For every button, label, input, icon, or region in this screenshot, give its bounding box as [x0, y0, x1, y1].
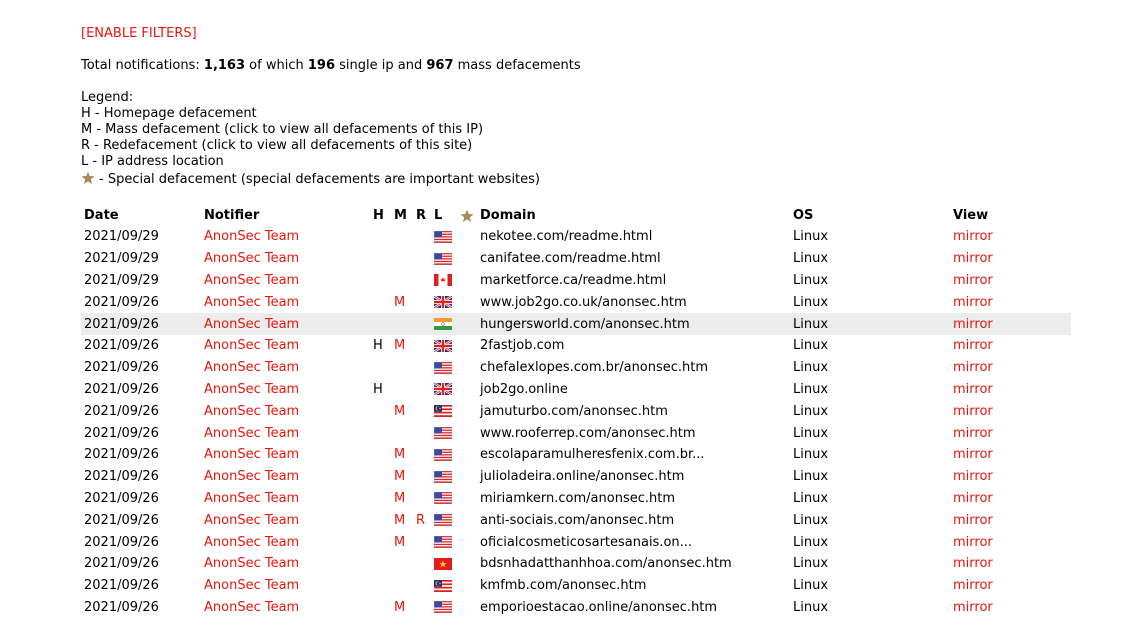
mass-link[interactable]: M — [394, 403, 406, 419]
cell-homepage — [370, 357, 391, 379]
mirror-link[interactable] — [950, 575, 1071, 597]
table-row — [81, 357, 1071, 379]
mass-link[interactable]: M — [394, 469, 406, 485]
cell-os: Linux — [793, 578, 829, 594]
mass-link[interactable]: M — [394, 338, 406, 354]
redeface-link[interactable] — [413, 488, 431, 510]
cell-date: 2021/09/26 — [84, 490, 159, 506]
cell-special — [457, 379, 477, 401]
cell-domain: escolaparamulheresfenix.com.br... — [480, 447, 705, 463]
cell-os: Linux — [793, 294, 829, 310]
single-ip-text: single ip and — [339, 58, 423, 73]
cell-homepage — [370, 553, 391, 575]
redeface-link[interactable] — [413, 226, 431, 248]
cell-date: 2021/09/29 — [84, 272, 159, 288]
cell-date: 2021/09/26 — [84, 360, 159, 376]
notifier-link[interactable] — [201, 270, 370, 292]
table-row — [81, 313, 1071, 335]
mirror-link-text[interactable]: mirror — [953, 425, 993, 441]
cell-domain: canifatee.com/readme.html — [480, 251, 661, 267]
us-flag-icon — [431, 357, 457, 379]
cell-domain: bdsnhadatthanhhoa.com/anonsec.htm — [480, 556, 732, 572]
cell-homepage — [370, 575, 391, 597]
cell-special — [457, 357, 477, 379]
cell-special — [457, 509, 477, 531]
cell-date: 2021/09/26 — [84, 381, 159, 397]
cell-os: Linux — [793, 425, 829, 441]
mirror-link-text[interactable]: mirror — [953, 229, 993, 245]
mirror-link[interactable] — [950, 291, 1071, 313]
malaysia-flag-icon — [431, 575, 457, 597]
mirror-link-text[interactable]: mirror — [953, 447, 993, 463]
cell-date: 2021/09/26 — [84, 403, 159, 419]
legend-item: M - Mass defacement (click to view all defacements of this IP) — [81, 122, 484, 137]
cell-homepage — [370, 444, 391, 466]
mirror-link[interactable] — [950, 379, 1071, 401]
uk-flag-icon — [431, 379, 457, 401]
redeface-link[interactable]: R — [416, 512, 426, 528]
cell-domain: kmfmb.com/anonsec.htm — [480, 578, 647, 594]
redeface-link[interactable] — [413, 444, 431, 466]
table-header — [81, 205, 1071, 226]
table-row — [81, 270, 1071, 292]
cell-special — [457, 226, 477, 248]
mass-link[interactable]: M — [394, 490, 406, 506]
cell-domain: nekotee.com/readme.html — [480, 229, 653, 245]
mirror-link[interactable] — [950, 248, 1071, 270]
redeface-link[interactable] — [413, 400, 431, 422]
redeface-link[interactable] — [413, 313, 431, 335]
cell-homepage: H — [373, 338, 383, 354]
cell-domain: oficialcosmeticosartesanais.on... — [480, 534, 693, 550]
notifier-link-text[interactable]: AnonSec Team — [204, 599, 300, 615]
notifier-link[interactable] — [201, 597, 370, 619]
mass-link[interactable]: M — [394, 512, 406, 528]
mass-link[interactable] — [391, 357, 413, 379]
notifier-link[interactable] — [201, 531, 370, 553]
enable-filters-link[interactable]: [ENABLE FILTERS] — [81, 26, 197, 41]
notifier-link[interactable] — [201, 509, 370, 531]
redeface-link[interactable] — [413, 379, 431, 401]
table-row — [81, 597, 1071, 619]
mass-link[interactable] — [391, 248, 413, 270]
cell-special — [457, 400, 477, 422]
redeface-link[interactable] — [413, 531, 431, 553]
notifier-link-text[interactable]: AnonSec Team — [204, 556, 300, 572]
cell-os: Linux — [793, 251, 829, 267]
mirror-link[interactable] — [950, 488, 1071, 510]
table-row — [81, 553, 1071, 575]
cell-special — [457, 553, 477, 575]
notifier-link-text[interactable]: AnonSec Team — [204, 447, 300, 463]
cell-os: Linux — [793, 512, 829, 528]
cell-date: 2021/09/26 — [81, 313, 201, 335]
cell-homepage — [370, 466, 391, 488]
notifier-link-text[interactable]: AnonSec Team — [204, 251, 300, 267]
table-row — [81, 291, 1071, 313]
cell-os: Linux — [793, 447, 829, 463]
redeface-link[interactable] — [413, 270, 431, 292]
mirror-link-text[interactable]: mirror — [953, 251, 993, 267]
notifier-link-text[interactable]: AnonSec Team — [204, 425, 300, 441]
notifier-link-text[interactable]: AnonSec Team — [204, 272, 300, 288]
table-row — [81, 335, 1071, 357]
notifier-link-text[interactable]: AnonSec Team — [204, 534, 300, 550]
cell-date: 2021/09/29 — [84, 229, 159, 245]
header-notifier: Notifier — [204, 208, 260, 223]
mass-link[interactable]: M — [394, 599, 406, 615]
header-l: L — [434, 208, 443, 223]
header-view: View — [953, 208, 989, 223]
us-flag-icon — [431, 226, 457, 248]
cell-homepage — [370, 400, 391, 422]
notifier-link[interactable] — [201, 313, 370, 335]
cell-homepage — [370, 270, 391, 292]
mirror-link-text[interactable]: mirror — [953, 338, 993, 354]
table-row — [81, 226, 1071, 248]
cell-date: 2021/09/26 — [84, 338, 159, 354]
mirror-link-text[interactable]: mirror — [953, 534, 993, 550]
mirror-link[interactable] — [950, 597, 1071, 619]
header-star — [457, 205, 477, 226]
mirror-link[interactable] — [950, 335, 1071, 357]
mirror-link-text[interactable]: mirror — [953, 316, 993, 332]
cell-os: Linux — [793, 338, 829, 354]
mirror-link-text[interactable]: mirror — [953, 294, 993, 310]
us-flag-icon — [431, 509, 457, 531]
cell-os: Linux — [793, 381, 829, 397]
cell-date: 2021/09/26 — [84, 534, 159, 550]
notifier-link[interactable] — [201, 379, 370, 401]
redeface-link[interactable] — [413, 335, 431, 357]
mirror-link-text[interactable]: mirror — [953, 360, 993, 376]
cell-homepage — [370, 248, 391, 270]
redeface-link[interactable] — [413, 466, 431, 488]
us-flag-icon — [431, 444, 457, 466]
us-flag-icon — [431, 422, 457, 444]
us-flag-icon — [431, 597, 457, 619]
cell-date: 2021/09/29 — [84, 251, 159, 267]
table-row — [81, 575, 1071, 597]
cell-domain: chefalexlopes.com.br/anonsec.htm — [480, 360, 709, 376]
cell-date: 2021/09/26 — [84, 599, 159, 615]
mass-link[interactable] — [391, 270, 413, 292]
redeface-link[interactable] — [413, 575, 431, 597]
table-row — [81, 531, 1071, 553]
notifier-link[interactable] — [201, 291, 370, 313]
legend-title: Legend: — [81, 90, 134, 105]
cell-date: 2021/09/26 — [84, 556, 159, 572]
cell-domain: hungersworld.com/anonsec.htm — [477, 313, 790, 335]
header-r: R — [416, 208, 427, 223]
notifier-link-text[interactable]: AnonSec Team — [204, 338, 300, 354]
mass-link[interactable] — [391, 379, 413, 401]
redeface-link[interactable] — [413, 291, 431, 313]
notifier-link-text[interactable]: AnonSec Team — [204, 381, 300, 397]
table-row — [81, 488, 1071, 510]
cell-domain: marketforce.ca/readme.html — [480, 272, 667, 288]
mirror-link[interactable] — [950, 422, 1071, 444]
cell-domain: 2fastjob.com — [480, 338, 565, 354]
cell-homepage — [370, 313, 391, 335]
cell-homepage — [370, 291, 391, 313]
mirror-link-text[interactable]: mirror — [953, 512, 993, 528]
notifier-link[interactable] — [201, 335, 370, 357]
notifier-link-text[interactable]: AnonSec Team — [204, 229, 300, 245]
notifier-link[interactable] — [201, 248, 370, 270]
vietnam-flag-icon — [431, 553, 457, 575]
cell-os: Linux — [793, 534, 829, 550]
notifier-link[interactable] — [201, 226, 370, 248]
mirror-link[interactable] — [950, 531, 1071, 553]
notifier-link[interactable] — [201, 466, 370, 488]
us-flag-icon — [431, 248, 457, 270]
mirror-link[interactable] — [950, 270, 1071, 292]
cell-homepage — [370, 422, 391, 444]
cell-os: Linux — [793, 272, 829, 288]
mirror-link-text[interactable]: mirror — [953, 578, 993, 594]
mirror-link[interactable] — [950, 400, 1071, 422]
mass-link[interactable] — [391, 226, 413, 248]
cell-date: 2021/09/26 — [84, 425, 159, 441]
notifier-link[interactable] — [201, 444, 370, 466]
cell-domain: anti-sociais.com/anonsec.htm — [480, 512, 675, 528]
mass-text: mass defacements — [457, 58, 581, 73]
notifier-link-text[interactable]: AnonSec Team — [204, 403, 300, 419]
cell-date: 2021/09/26 — [84, 294, 159, 310]
notifier-link[interactable] — [201, 422, 370, 444]
table-row — [81, 444, 1071, 466]
mass-link[interactable] — [391, 575, 413, 597]
cell-os: Linux — [793, 403, 829, 419]
mirror-link-text[interactable]: mirror — [953, 381, 993, 397]
cell-os: Linux — [793, 229, 829, 245]
redeface-link[interactable] — [413, 248, 431, 270]
legend-item: R - Redefacement (click to view all defacements of this site) — [81, 138, 473, 153]
notifier-link-text[interactable]: AnonSec Team — [204, 469, 300, 485]
cell-domain: emporioestacao.online/anonsec.htm — [480, 599, 718, 615]
mirror-link[interactable] — [950, 466, 1071, 488]
notifier-link-text[interactable]: AnonSec Team — [204, 490, 300, 506]
table-row — [81, 422, 1071, 444]
cell-special — [457, 291, 477, 313]
mirror-link[interactable] — [950, 553, 1071, 575]
legend-item-special — [81, 171, 540, 188]
mirror-link[interactable] — [950, 509, 1071, 531]
us-flag-icon — [431, 531, 457, 553]
mass-link[interactable] — [391, 313, 413, 335]
mirror-link-text[interactable]: mirror — [953, 272, 993, 288]
cell-special — [457, 466, 477, 488]
cell-domain: job2go.online — [480, 381, 568, 397]
redeface-link[interactable] — [413, 422, 431, 444]
header-os: OS — [793, 208, 814, 223]
redeface-link[interactable] — [413, 597, 431, 619]
header-date: Date — [84, 208, 119, 223]
cell-special — [457, 444, 477, 466]
mass-count: 967 — [426, 58, 454, 73]
cell-special — [457, 270, 477, 292]
cell-domain: www.job2go.co.uk/anonsec.htm — [480, 294, 687, 310]
single-ip-count: 196 — [307, 58, 335, 73]
header-domain: Domain — [480, 208, 536, 223]
cell-homepage — [370, 531, 391, 553]
mirror-link[interactable] — [950, 226, 1071, 248]
cell-domain: www.rooferrep.com/anonsec.htm — [480, 425, 696, 441]
cell-special — [457, 531, 477, 553]
cell-special — [457, 248, 477, 270]
redeface-link[interactable] — [413, 553, 431, 575]
cell-os: Linux — [793, 556, 829, 572]
total-notifications — [81, 58, 581, 73]
mass-link[interactable] — [391, 422, 413, 444]
cell-homepage: H — [373, 381, 383, 397]
notifier-link-text[interactable]: AnonSec Team — [204, 360, 300, 376]
cell-date: 2021/09/26 — [84, 578, 159, 594]
cell-os: Linux — [793, 599, 829, 615]
uk-flag-icon — [431, 291, 457, 313]
table-row — [81, 509, 1071, 531]
defacements-table — [81, 205, 1071, 618]
cell-special — [457, 597, 477, 619]
mirror-link-text[interactable]: mirror — [953, 556, 993, 572]
header-h: H — [373, 208, 384, 223]
cell-homepage — [370, 509, 391, 531]
uk-flag-icon — [431, 335, 457, 357]
mirror-link-text[interactable]: mirror — [953, 599, 993, 615]
notifier-link[interactable] — [201, 488, 370, 510]
cell-special — [457, 313, 477, 335]
legend — [81, 90, 540, 188]
cell-date: 2021/09/26 — [84, 512, 159, 528]
cell-homepage — [370, 488, 391, 510]
cell-homepage — [370, 597, 391, 619]
notifier-link-text[interactable]: AnonSec Team — [204, 578, 300, 594]
table-row — [81, 248, 1071, 270]
cell-special — [457, 488, 477, 510]
notifier-link-text[interactable]: AnonSec Team — [204, 316, 300, 332]
mirror-link[interactable] — [950, 444, 1071, 466]
cell-special — [457, 335, 477, 357]
redeface-link[interactable] — [413, 357, 431, 379]
cell-os: Linux — [793, 490, 829, 506]
cell-homepage — [370, 226, 391, 248]
cell-date: 2021/09/26 — [84, 469, 159, 485]
us-flag-icon — [431, 488, 457, 510]
table-row — [81, 466, 1071, 488]
us-flag-icon — [431, 466, 457, 488]
notifier-link[interactable] — [201, 400, 370, 422]
total-count: 1,163 — [203, 58, 246, 73]
legend-item: L - IP address location — [81, 154, 224, 169]
cell-domain: miriamkern.com/anonsec.htm — [480, 490, 676, 506]
cell-domain: julioladeira.online/anonsec.htm — [480, 469, 685, 485]
total-mid: of which — [249, 58, 304, 73]
cell-special — [457, 575, 477, 597]
cell-special — [457, 422, 477, 444]
mirror-link-text[interactable]: mirror — [953, 403, 993, 419]
canada-flag-icon — [431, 270, 457, 292]
table-row — [81, 379, 1071, 401]
mass-link[interactable]: M — [394, 534, 406, 550]
notifier-link-text[interactable]: AnonSec Team — [204, 512, 300, 528]
star-icon — [460, 209, 474, 223]
mirror-link[interactable] — [950, 357, 1071, 379]
total-prefix: Total notifications: — [81, 58, 200, 73]
notifier-link-text[interactable]: AnonSec Team — [204, 294, 300, 310]
india-flag-icon — [431, 313, 457, 335]
notifier-link[interactable] — [201, 357, 370, 379]
mass-link[interactable]: M — [394, 294, 406, 310]
cell-os: Linux — [793, 469, 829, 485]
malaysia-flag-icon — [431, 400, 457, 422]
legend-item: H - Homepage defacement — [81, 106, 257, 121]
mass-link[interactable]: M — [394, 447, 406, 463]
legend-special-text: - Special defacement (special defacements are important websites) — [99, 172, 540, 187]
notifier-link[interactable] — [201, 575, 370, 597]
table-row — [81, 400, 1071, 422]
mirror-link-text[interactable]: mirror — [953, 469, 993, 485]
mirror-link[interactable] — [950, 313, 1071, 335]
cell-os: Linux — [790, 313, 950, 335]
star-icon — [81, 171, 95, 185]
cell-domain: jamuturbo.com/anonsec.htm — [480, 403, 668, 419]
notifier-link[interactable] — [201, 553, 370, 575]
cell-os: Linux — [793, 360, 829, 376]
header-m: M — [394, 208, 407, 223]
mirror-link-text[interactable]: mirror — [953, 490, 993, 506]
mass-link[interactable] — [391, 553, 413, 575]
cell-date: 2021/09/26 — [84, 447, 159, 463]
